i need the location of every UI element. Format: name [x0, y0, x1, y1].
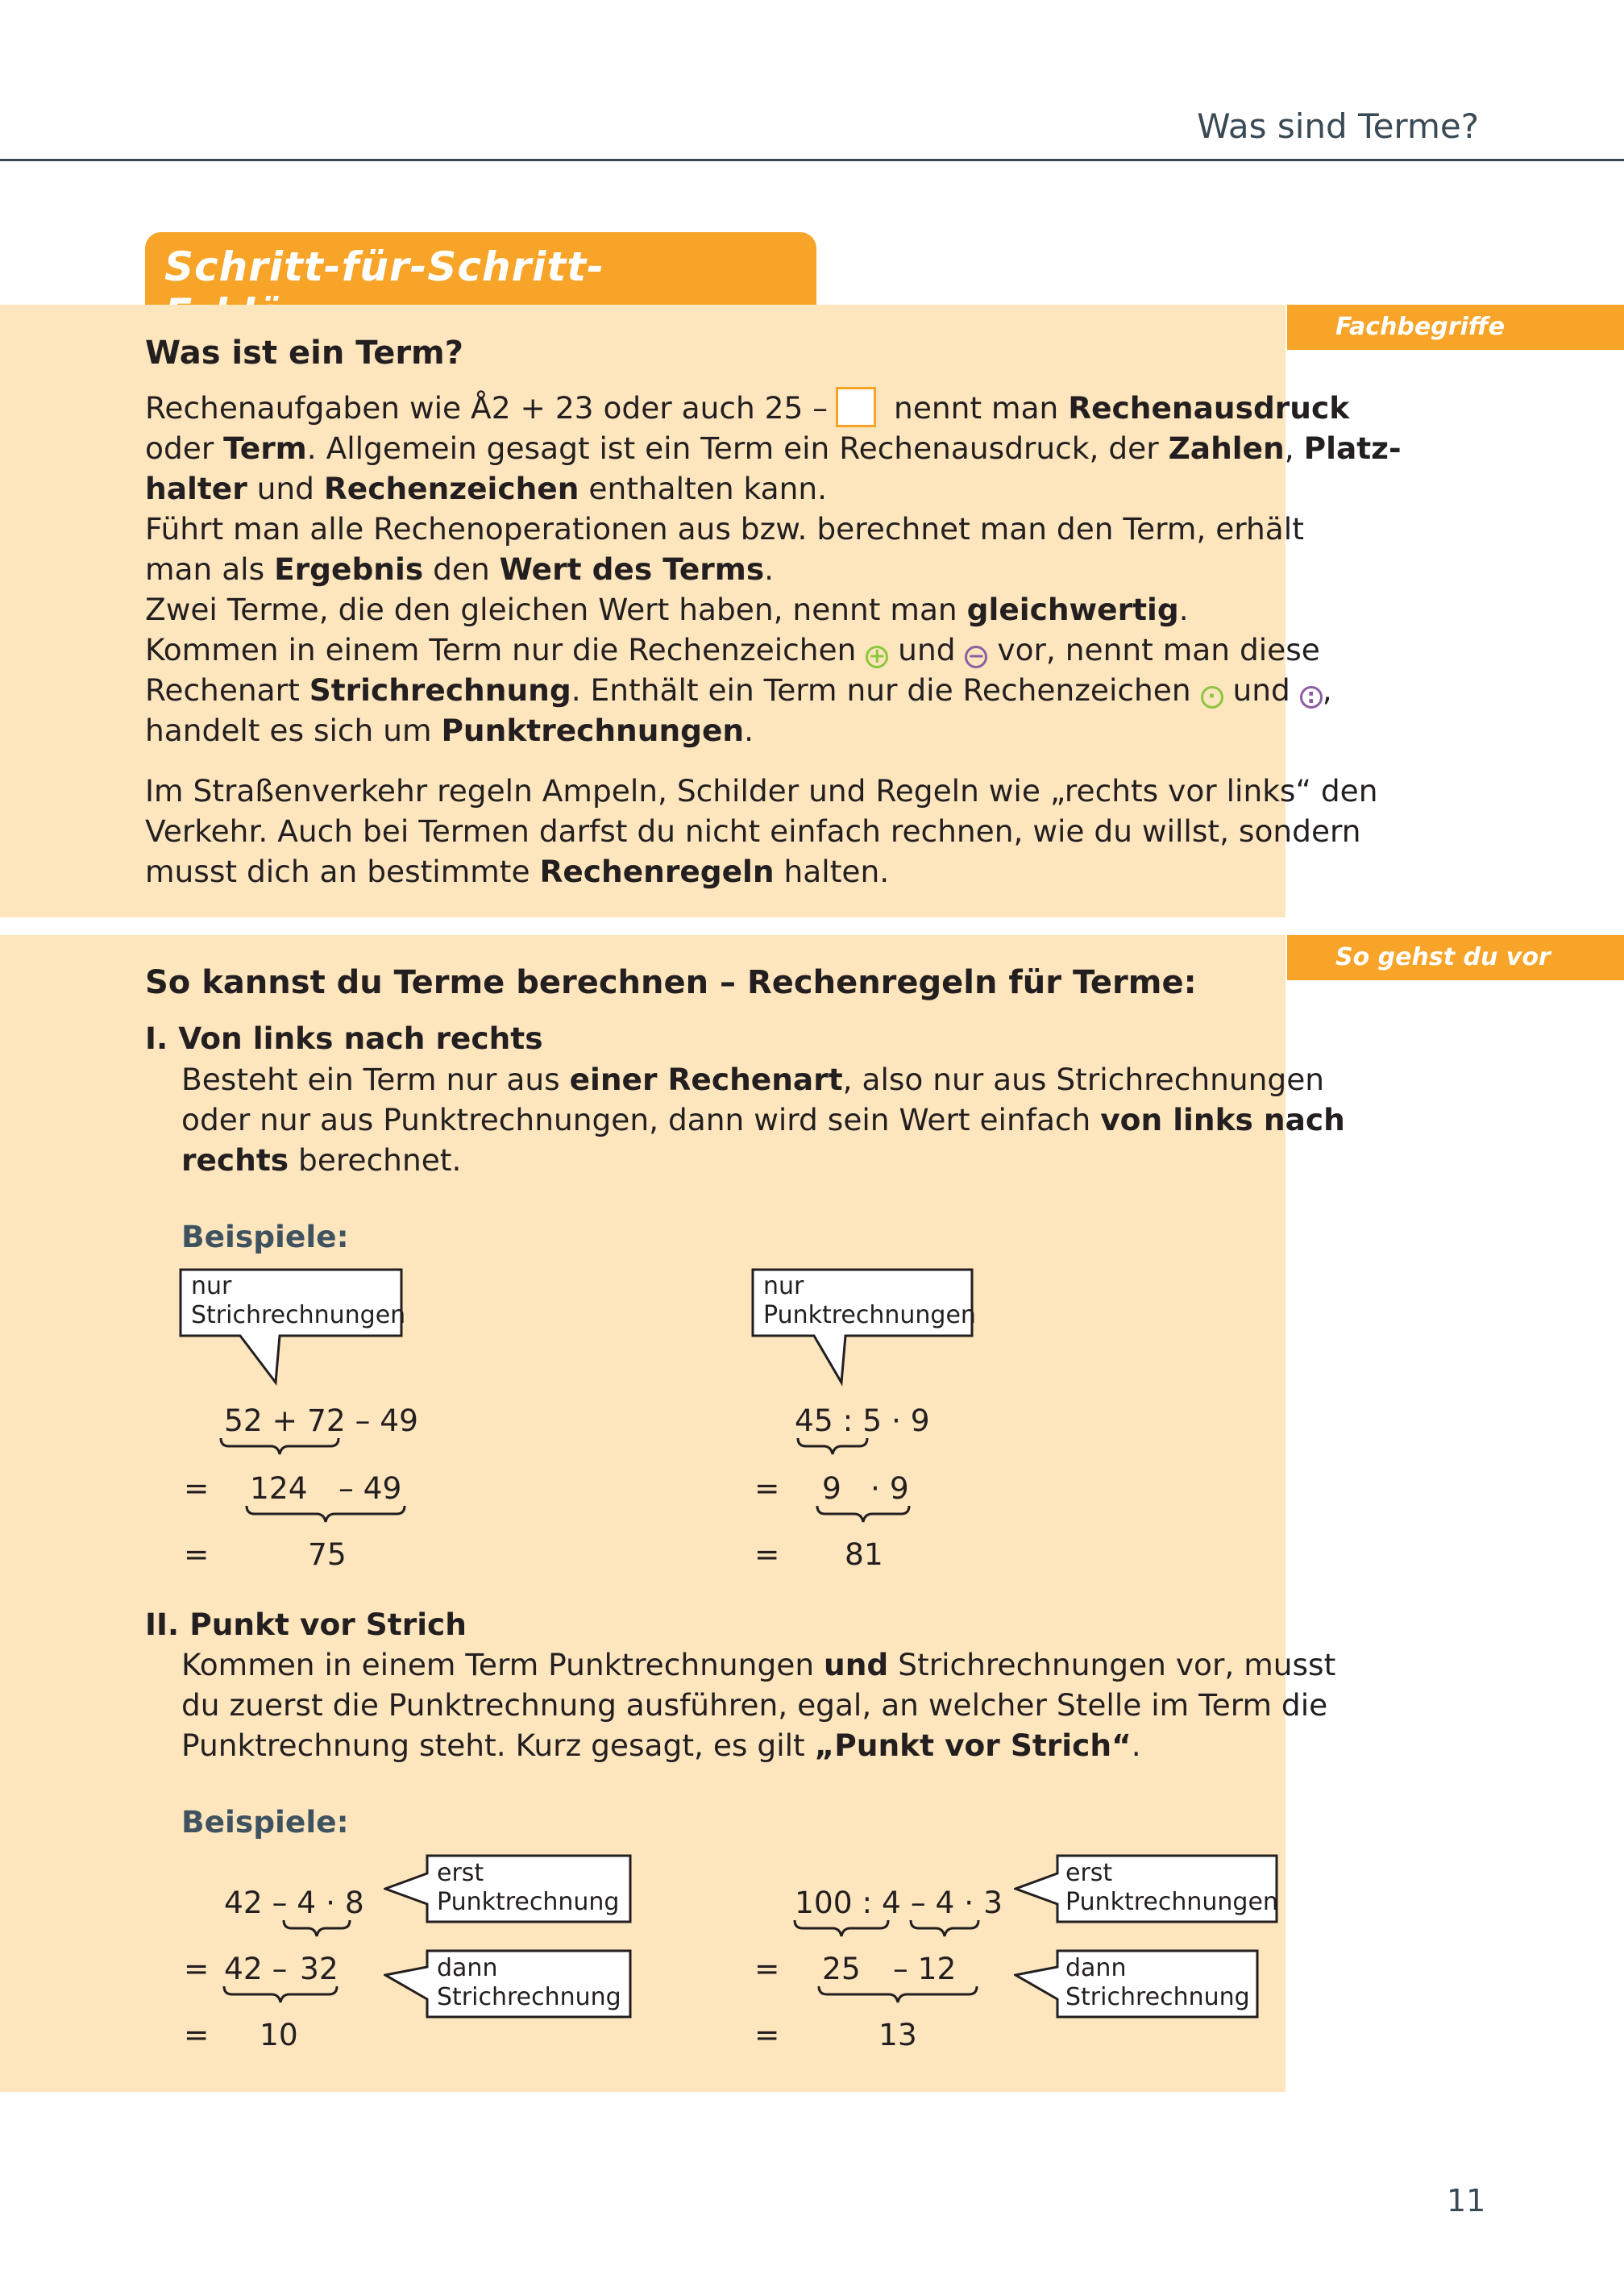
dot-circle-icon: ·	[1201, 686, 1223, 709]
underbrace-icon	[222, 1985, 339, 2006]
text-run: den	[423, 551, 500, 587]
math-result: 10	[260, 2017, 298, 2052]
term-bold: Rechenregeln	[539, 854, 775, 889]
paragraph-line	[181, 1059, 1324, 1100]
bubble-line: nur	[763, 1272, 804, 1300]
text-run: ,	[1322, 672, 1332, 708]
term-bold: Wert des Terms	[499, 551, 765, 587]
callout-line: erst	[1065, 1859, 1113, 1887]
paragraph-line	[145, 851, 889, 892]
text-run: vor, nennt man diese	[987, 632, 1320, 667]
header-divider	[0, 159, 1624, 161]
term-bold: Rechenausdruck	[1068, 390, 1350, 426]
math-result: 81	[845, 1536, 883, 1572]
paragraph-line	[145, 468, 827, 509]
text-run: Kommen in einem Term Punktrechnungen	[181, 1647, 824, 1682]
minus-circle-icon: −	[965, 646, 987, 668]
term-bold: Term	[223, 430, 307, 466]
equals-sign: =	[754, 1536, 780, 1572]
math-result: 13	[878, 2017, 917, 2052]
side-tag-vorgehen	[1287, 935, 1624, 980]
text-run: und	[247, 471, 324, 506]
equals-sign: =	[184, 2017, 210, 2052]
term-bold: von links nach	[1100, 1102, 1345, 1137]
callout-line: Strichrechnung	[437, 1983, 621, 2011]
text-run: man als	[145, 551, 275, 587]
text-run: oder nur aus Punktrechnungen, dann wird sein Wert einfach	[181, 1102, 1101, 1137]
math-value: 9	[822, 1470, 841, 1506]
paragraph-line	[181, 1644, 1335, 1685]
callout-line: Punktrechnung	[437, 1888, 620, 1916]
text-run: . Allgemein gesagt ist ein Term ein Rechenausdruck, der	[306, 430, 1169, 466]
text-run: , also nur aus Strichrechnungen	[842, 1062, 1325, 1097]
underbrace-icon	[282, 1919, 351, 1940]
colon-circle-icon: :	[1300, 686, 1323, 709]
section-tab-label: Schritt-für-Schritt-	[164, 243, 604, 290]
text-run: . Enthält ein Term nur die Rechenzeichen	[571, 672, 1201, 708]
paragraph-line	[145, 630, 1320, 670]
equals-sign: =	[184, 1470, 210, 1506]
term-bold: Strichrechnung	[309, 672, 571, 708]
bubble-text	[191, 1272, 405, 1330]
heading-rechenregeln: So kannst du Terme berechnen – Rechenregeln für Terme:	[145, 964, 1197, 1001]
text-run: ,	[1284, 430, 1304, 466]
text-run: Strichrechnungen vor, musst	[888, 1647, 1336, 1682]
paragraph-line	[145, 549, 774, 589]
term-bold: rechts	[181, 1142, 289, 1178]
text-run: Rechenaufgaben wie Å2 + 23 oder auch 25 –	[145, 390, 829, 426]
examples-label: Beispiele:	[181, 1219, 349, 1254]
underbrace-icon	[796, 1437, 869, 1457]
paragraph-line: du zuerst die Punktrechnung ausführen, egal, an welcher Stelle im Term die	[181, 1687, 1328, 1723]
callout-line: erst	[437, 1859, 484, 1887]
plus-circle-icon: +	[866, 646, 888, 668]
callout-line: Punktrechnungen	[1065, 1888, 1278, 1916]
math-row: 45 : 5 · 9	[795, 1403, 930, 1438]
rule2-title: II. Punkt vor Strich	[145, 1607, 467, 1642]
equals-sign: =	[754, 1470, 780, 1506]
text-run: handelt es sich um	[145, 713, 442, 748]
text-run: und	[888, 632, 966, 667]
text-run: oder	[145, 430, 224, 466]
section-tab	[145, 232, 816, 305]
paragraph-line	[181, 1725, 1141, 1765]
side-tag-label: Fachbegriffe	[1335, 313, 1506, 341]
bubble-line: Strichrechnungen	[191, 1301, 406, 1329]
math-result: 75	[308, 1536, 347, 1572]
term-bold: gleichwertig	[966, 592, 1179, 627]
term-bold: Platz-	[1303, 430, 1402, 466]
underbrace-icon	[793, 1919, 890, 1940]
term-bold: halter	[145, 471, 247, 506]
examples-label: Beispiele:	[181, 1804, 349, 1840]
bubble-line: Punktrechnungen	[763, 1301, 976, 1329]
equals-sign: =	[754, 2017, 780, 2052]
callout-text	[437, 1859, 619, 1917]
text-run: und	[1223, 672, 1300, 708]
underbrace-icon	[817, 1985, 978, 2006]
bubble-text	[763, 1272, 976, 1330]
text-run: berechnet.	[289, 1142, 462, 1178]
placeholder-box-icon	[836, 387, 876, 427]
math-row: 100 : 4 – 4 · 3	[795, 1885, 1003, 1920]
underbrace-icon	[245, 1504, 406, 1525]
equals-sign: =	[754, 1951, 780, 1986]
text-run: .	[744, 713, 754, 748]
paragraph-line: Verkehr. Auch bei Termen darfst du nicht einfach rechnen, wie du willst, sondern	[145, 813, 1361, 849]
text-run: Besteht ein Term nur aus	[181, 1062, 570, 1097]
text-run: Punktrechnung steht. Kurz gesagt, es gilt	[181, 1728, 815, 1763]
underbrace-icon	[909, 1919, 980, 1940]
math-value: · 9	[870, 1470, 909, 1506]
underbrace-icon	[219, 1437, 340, 1457]
term-bold: „Punkt vor Strich“	[814, 1728, 1132, 1763]
bubble-line: nur	[191, 1272, 232, 1300]
math-value: 42 –	[224, 1951, 288, 1986]
text-run: Rechenart	[145, 672, 309, 708]
term-bold: Ergebnis	[274, 551, 424, 587]
callout-line: Strichrechnung	[1065, 1983, 1250, 2011]
underbrace-icon	[816, 1504, 911, 1525]
paragraph-line: Im Straßenverkehr regeln Ampeln, Schilder und Regeln wie „rechts vor links“ den	[145, 773, 1378, 809]
paragraph-line	[145, 670, 1332, 710]
math-value: 25	[822, 1951, 861, 1986]
term-bold: Zahlen	[1168, 430, 1285, 466]
callout-line: dann	[1065, 1954, 1127, 1982]
term-bold: einer Rechenart	[569, 1062, 843, 1097]
term-bold: und	[824, 1647, 889, 1682]
callout-text	[1065, 1954, 1250, 2012]
paragraph-line	[145, 428, 1402, 468]
text-run: Kommen in einem Term nur die Rechenzeichen	[145, 632, 866, 667]
term-bold: Punktrechnungen	[441, 713, 745, 748]
text-run: .	[764, 551, 775, 587]
page-number: 11	[1447, 2183, 1486, 2218]
side-tag-fachbegriffe	[1287, 305, 1624, 350]
rule1-title: I. Von links nach rechts	[145, 1021, 543, 1056]
paragraph-line	[145, 589, 1189, 630]
math-row: 42 – 4 · 8	[224, 1885, 364, 1920]
text-run: halten.	[774, 854, 890, 889]
text-run: .	[1178, 592, 1189, 627]
math-value: 32	[300, 1951, 339, 1986]
callout-text	[1065, 1859, 1278, 1917]
equals-sign: =	[184, 1536, 210, 1572]
running-header-title: Was sind Terme?	[1197, 106, 1479, 146]
callout-text	[437, 1954, 621, 2012]
paragraph-line	[181, 1140, 461, 1180]
side-tag-label: So gehst du vor	[1335, 943, 1551, 971]
math-value: – 49	[339, 1470, 402, 1506]
paragraph-line	[145, 388, 1349, 430]
paragraph-line: Führt man alle Rechenoperationen aus bzw. berechnet man den Term, erhält	[145, 511, 1304, 547]
text-run: .	[1131, 1728, 1141, 1763]
math-row: 52 + 72 – 49	[224, 1403, 419, 1438]
text-run: nennt man	[894, 390, 1069, 426]
equals-sign: =	[184, 1951, 210, 1986]
callout-line: dann	[437, 1954, 498, 1982]
paragraph-line	[181, 1100, 1345, 1140]
text-run: enthalten kann.	[579, 471, 828, 506]
term-bold: Rechenzeichen	[323, 471, 579, 506]
heading-was-ist-ein-term: Was ist ein Term?	[145, 335, 463, 372]
text-run: musst dich an bestimmte	[145, 854, 540, 889]
paragraph-line	[145, 710, 754, 750]
math-value: 124	[250, 1470, 308, 1506]
math-value: – 12	[893, 1951, 957, 1986]
text-run: Zwei Terme, die den gleichen Wert haben, nennt man	[145, 592, 967, 627]
